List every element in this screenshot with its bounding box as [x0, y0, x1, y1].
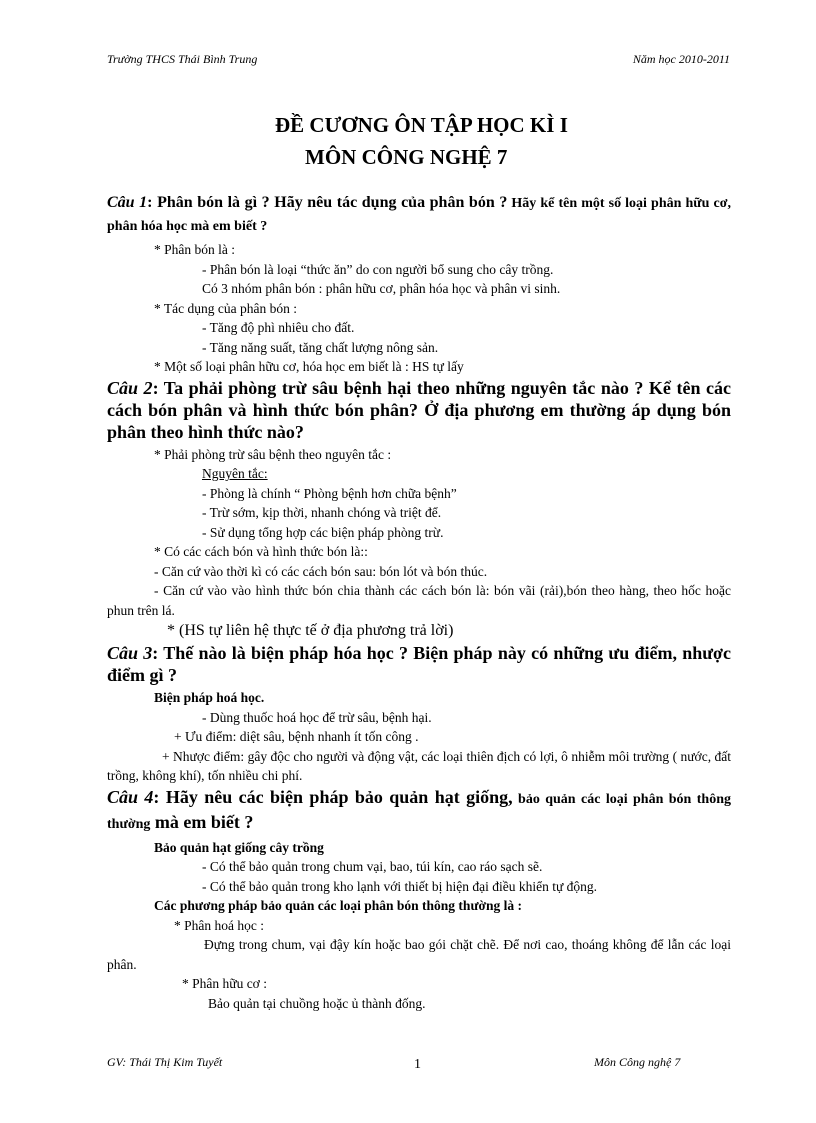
answer-line: * Phân hữu cơ : [182, 976, 267, 991]
question-4 [107, 786, 731, 836]
question-1-text: : Phân bón là gì ? Hãy nêu tác dụng của phân bón ? [147, 194, 508, 211]
answer-line: * Phân hoá học : [174, 917, 264, 933]
answer-line: * Có các cách bón và hình thức bón là:: [154, 544, 368, 559]
answer-line: Đựng trong chum, vại đậy kín hoặc bao gói chặt chẽ. Để nơi cao, thoáng không để lẫn các loại phân. [107, 937, 731, 972]
answer-line: - Sử dụng tổng hợp các biện pháp phòng trừ. [202, 524, 444, 540]
answer-line: - Căn cứ vào vào hình thức bón chia thành các cách bón là: bón vãi (rải),bón theo hàng, theo hốc hoặc phun trên lá. [107, 583, 731, 618]
header-year: Năm học 2010-2011 [632, 52, 730, 66]
answer-line: - Có thể bảo quản trong chum vại, bao, túi kín, cao ráo sạch sẽ. [202, 859, 543, 874]
answer-line: - Trừ sớm, kịp thời, nhanh chóng và triệt để. [202, 505, 442, 520]
question-4-text: : Hãy nêu các biện pháp bảo quản hạt giống, [153, 786, 513, 807]
answer-line: - Tăng năng suất, tăng chất lượng nông sản. [202, 339, 439, 355]
question-2 [107, 377, 731, 443]
answer-line: - Căn cứ vào thời kì có các cách bón sau: bón lót và bón thúc. [154, 563, 488, 579]
answer-line: - Có thể bảo quản trong kho lạnh với thiết bị hiện đại điều khiển tự động. [202, 878, 598, 894]
footer-page-number: 1 [414, 1057, 421, 1072]
question-3 [107, 642, 731, 686]
answer-line: - Phân bón là loại “thức ăn” do con người bổ sung cho cây trồng. [202, 261, 554, 277]
answer-line: Bảo quản tại chuồng hoặc ủ thành đống. [208, 995, 426, 1011]
answer-line: * Tác dụng của phân bón : [154, 300, 297, 316]
principle-heading: Nguyên tắc: [202, 466, 268, 481]
footer-subject: Môn Công nghệ 7 [594, 1055, 681, 1069]
answer-heading: Các phương pháp bảo quản các loại phân bón thông thường là : [154, 898, 523, 913]
question-4-label: Câu 4 [107, 786, 154, 807]
question-2-label: Câu 2 [107, 377, 153, 398]
question-4-tail: mà em biết ? [150, 811, 254, 832]
question-1-label: Câu 1 [107, 194, 148, 211]
question-2-text: : Ta phải phòng trừ sâu bệnh hại theo những nguyên tắc nào ? Kể tên các cách bón phân và hình thức bón phân? Ở địa phương em thường áp dụng bón phân theo hình thức nào? [107, 377, 731, 442]
footer-teacher: GV: Thái Thị Kim Tuyết [107, 1055, 223, 1069]
question-3-text: : Thế nào là biện pháp hóa học ? Biện pháp này có những ưu điểm, nhược điểm gì ? [107, 643, 731, 685]
answer-heading: Bảo quản hạt giống cây trồng [154, 839, 324, 855]
answer-line: + Nhược điểm: gây độc cho người và động vật, các loại thiên địch có lợi, ô nhiễm môi trường ( nước, đất trồng, không khí), tốn nhiều chi phí. [107, 748, 731, 783]
answer-line [107, 464, 731, 484]
document-body [107, 192, 731, 1013]
answer-line: * Phân bón là : [154, 242, 235, 257]
answer-line: + Ưu điểm: diệt sâu, bệnh nhanh ít tốn công . [174, 729, 419, 744]
question-4-subtext: bảo quản các loại phân bón thông thường [107, 791, 731, 832]
title-line-1: ĐỀ CƯƠNG ÔN TẬP HỌC KÌ I [275, 113, 568, 137]
answer-line: - Tăng độ phì nhiêu cho đất. [202, 320, 355, 335]
question-1 [107, 192, 731, 238]
title-line-2: MÔN CÔNG NGHỆ 7 [305, 145, 508, 169]
header-school: Trường THCS Thái Bình Trung [107, 52, 258, 66]
answer-line: - Phòng là chính “ Phòng bệnh hơn chữa bệnh” [202, 485, 457, 501]
question-3-label: Câu 3 [107, 643, 153, 663]
question-1-subtext: Hãy kể tên một số loại phân hữu cơ, phân hóa học mà em biết ? [107, 196, 732, 234]
answer-line-emphasis: * (HS tự liên hệ thực tế ở địa phương trả lời) [167, 622, 454, 639]
answer-heading: Biện pháp hoá học. [154, 690, 265, 705]
answer-line: Có 3 nhóm phân bón : phân hữu cơ, phân hóa học và phân vi sinh. [202, 281, 561, 296]
answer-line: - Dùng thuốc hoá học để trừ sâu, bệnh hại. [202, 709, 432, 725]
answer-line: * Một số loại phân hữu cơ, hóa học em biết là : HS tự lấy [154, 359, 464, 374]
answer-line: * Phải phòng trừ sâu bệnh theo nguyên tắc : [154, 446, 392, 462]
